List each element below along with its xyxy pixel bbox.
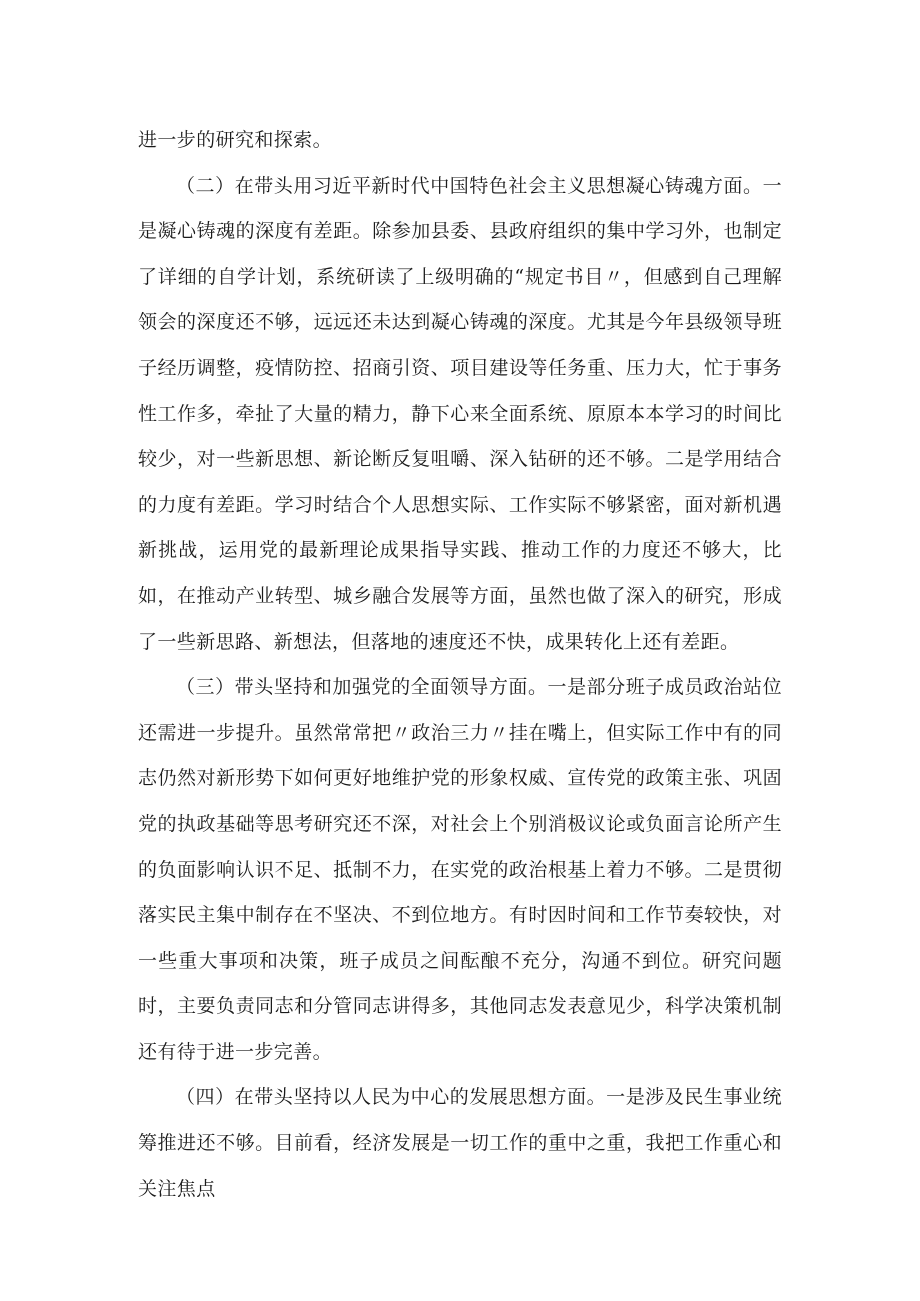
paragraph-section-3: （三）带头坚持和加强党的全面领导方面。一是部分班子成员政治站位还需进一步提升。虽然常常把〃政治三力〃挂在嘴上，但实际工作中有的同志仍然对新形势下如何更好地维护党的形象权威、宣传党的政策主张、巩固党的执政基础等思考研究还不深，对社会上个别消极议论或负面言论所产生的负面影响认识不足、抵制不力，在实党的政治根基上着力不够。二是贯彻落实民主集中制存在不坚决、不到位地方。有时因时间和工作节奏较快，对一些重大事项和决策，班子成员之间酝酿不充分，沟通不到位。研究问题时，主要负责同志和分管同志讲得多，其他同志发表意见少，科学决策机制还有待于进一步完善。 <box>138 676 782 1063</box>
paragraph-continuation: 进一步的研究和探索。 <box>138 129 333 151</box>
paragraph-section-2: （二）在带头用习近平新时代中国特色社会主义思想凝心铸魂方面。一是凝心铸魂的深度有差距。除参加县委、县政府组织的集中学习外，也制定了详细的自学计划，系统研读了上级明确的“规定书目〃，但感到自己理解领会的深度还不够，远远还未达到凝心铸魂的深度。尤其是今年县级领导班子经历调整，疫情防控、招商引资、项目建设等任务重、压力大，忙于事务性工作多，牵扯了大量的精力，静下心来全面系统、原原本本学习的时间比较少，对一些新思想、新论断反复咀嚼、深入钻研的还不够。二是学用结合的力度有差距。学习时结合个人思想实际、工作实际不够紧密，面对新机遇新挑战，运用党的最新理论成果指导实践、推动工作的力度还不够大，比如，在推动产业转型、城乡融合发展等方面，虽然也做了深入的研究，形成了一些新思路、新想法，但落地的速度还不快，成果转化上还有差距。 <box>138 174 782 653</box>
paragraph-section-4: （四）在带头坚持以人民为中心的发展思想方面。一是涉及民生事业统筹推进还不够。目前看，经济发展是一切工作的重中之重，我把工作重心和关注焦点 <box>138 1086 782 1200</box>
document-body <box>138 118 782 1212</box>
